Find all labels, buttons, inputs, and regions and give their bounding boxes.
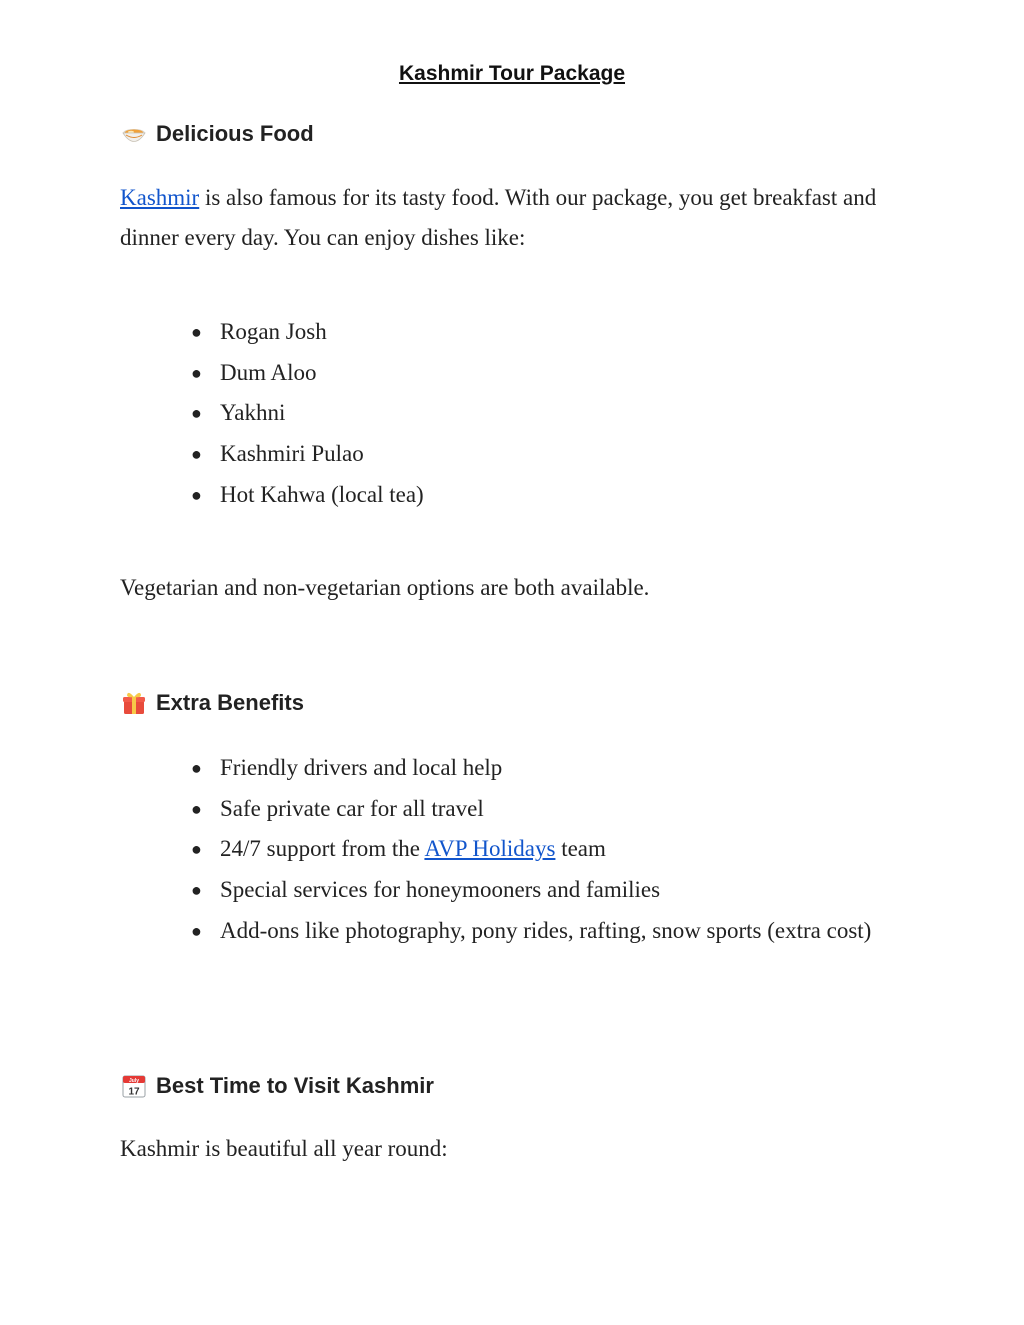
kashmir-link[interactable]: Kashmir [120, 185, 200, 210]
dishes-list [120, 312, 910, 516]
list-item: ● Kashmiri Pulao [191, 441, 364, 467]
benefit-label: 24/7 support from the [220, 836, 425, 862]
benefit-label: Special services for honeymooners and families [220, 877, 661, 903]
food-heading-text: Delicious Food [156, 121, 314, 146]
list-item: ● 24/7 support from the AVP Holidays team [191, 836, 606, 862]
calendar-month: July [128, 1078, 140, 1084]
list-item: ● Add-ons like photography, pony rides, rafting, snow sports (extra cost) [191, 917, 872, 943]
benefits-list [120, 748, 910, 952]
benefit-label: Safe private car for all travel [220, 795, 484, 821]
benefits-heading [120, 688, 304, 718]
page-title: Kashmir Tour Package [398, 62, 626, 85]
calendar-day: 17 [128, 1086, 140, 1098]
best-time-heading-text: Best Time to Visit Kashmir [156, 1073, 434, 1098]
list-item: ● Rogan Josh [191, 319, 327, 344]
dish-label: Dum Aloo [220, 359, 317, 385]
gift-icon [120, 689, 148, 717]
best-time-intro: Kashmir is beautiful all year round: [120, 1136, 448, 1161]
avp-holidays-link[interactable]: AVP Holidays [424, 836, 556, 862]
benefit-label: Friendly drivers and local help [220, 755, 503, 780]
benefit-label: Add-ons like photography, pony rides, rafting, snow sports (extra cost) [220, 917, 872, 943]
food-heading [120, 119, 314, 149]
benefit-label-suffix: team [555, 836, 606, 862]
dish-label: Rogan Josh [220, 319, 327, 344]
dish-label: Kashmiri Pulao [220, 441, 364, 467]
food-intro-text: is also famous for its tasty food. With our package, you get breakfast and dinner every day. You can enjoy dishes like: [120, 185, 877, 250]
list-item: ● Safe private car for all travel [191, 795, 484, 821]
list-item: ● Special services for honeymooners and families [191, 877, 661, 903]
dish-label: Hot Kahwa (local tea) [220, 481, 424, 507]
calendar-icon [120, 1072, 148, 1100]
curry-bowl-icon [120, 120, 148, 148]
list-item: ● Hot Kahwa (local tea) [191, 481, 424, 507]
food-note: Vegetarian and non-vegetarian options are both available. [120, 575, 650, 600]
best-time-heading [120, 1071, 434, 1101]
list-item: ● Dum Aloo [191, 359, 317, 385]
list-item: ● Friendly drivers and local help [191, 755, 503, 780]
benefits-heading-text: Extra Benefits [156, 690, 304, 715]
list-item: ● Yakhni [191, 400, 286, 426]
dish-label: Yakhni [220, 400, 286, 426]
food-intro [120, 178, 910, 258]
